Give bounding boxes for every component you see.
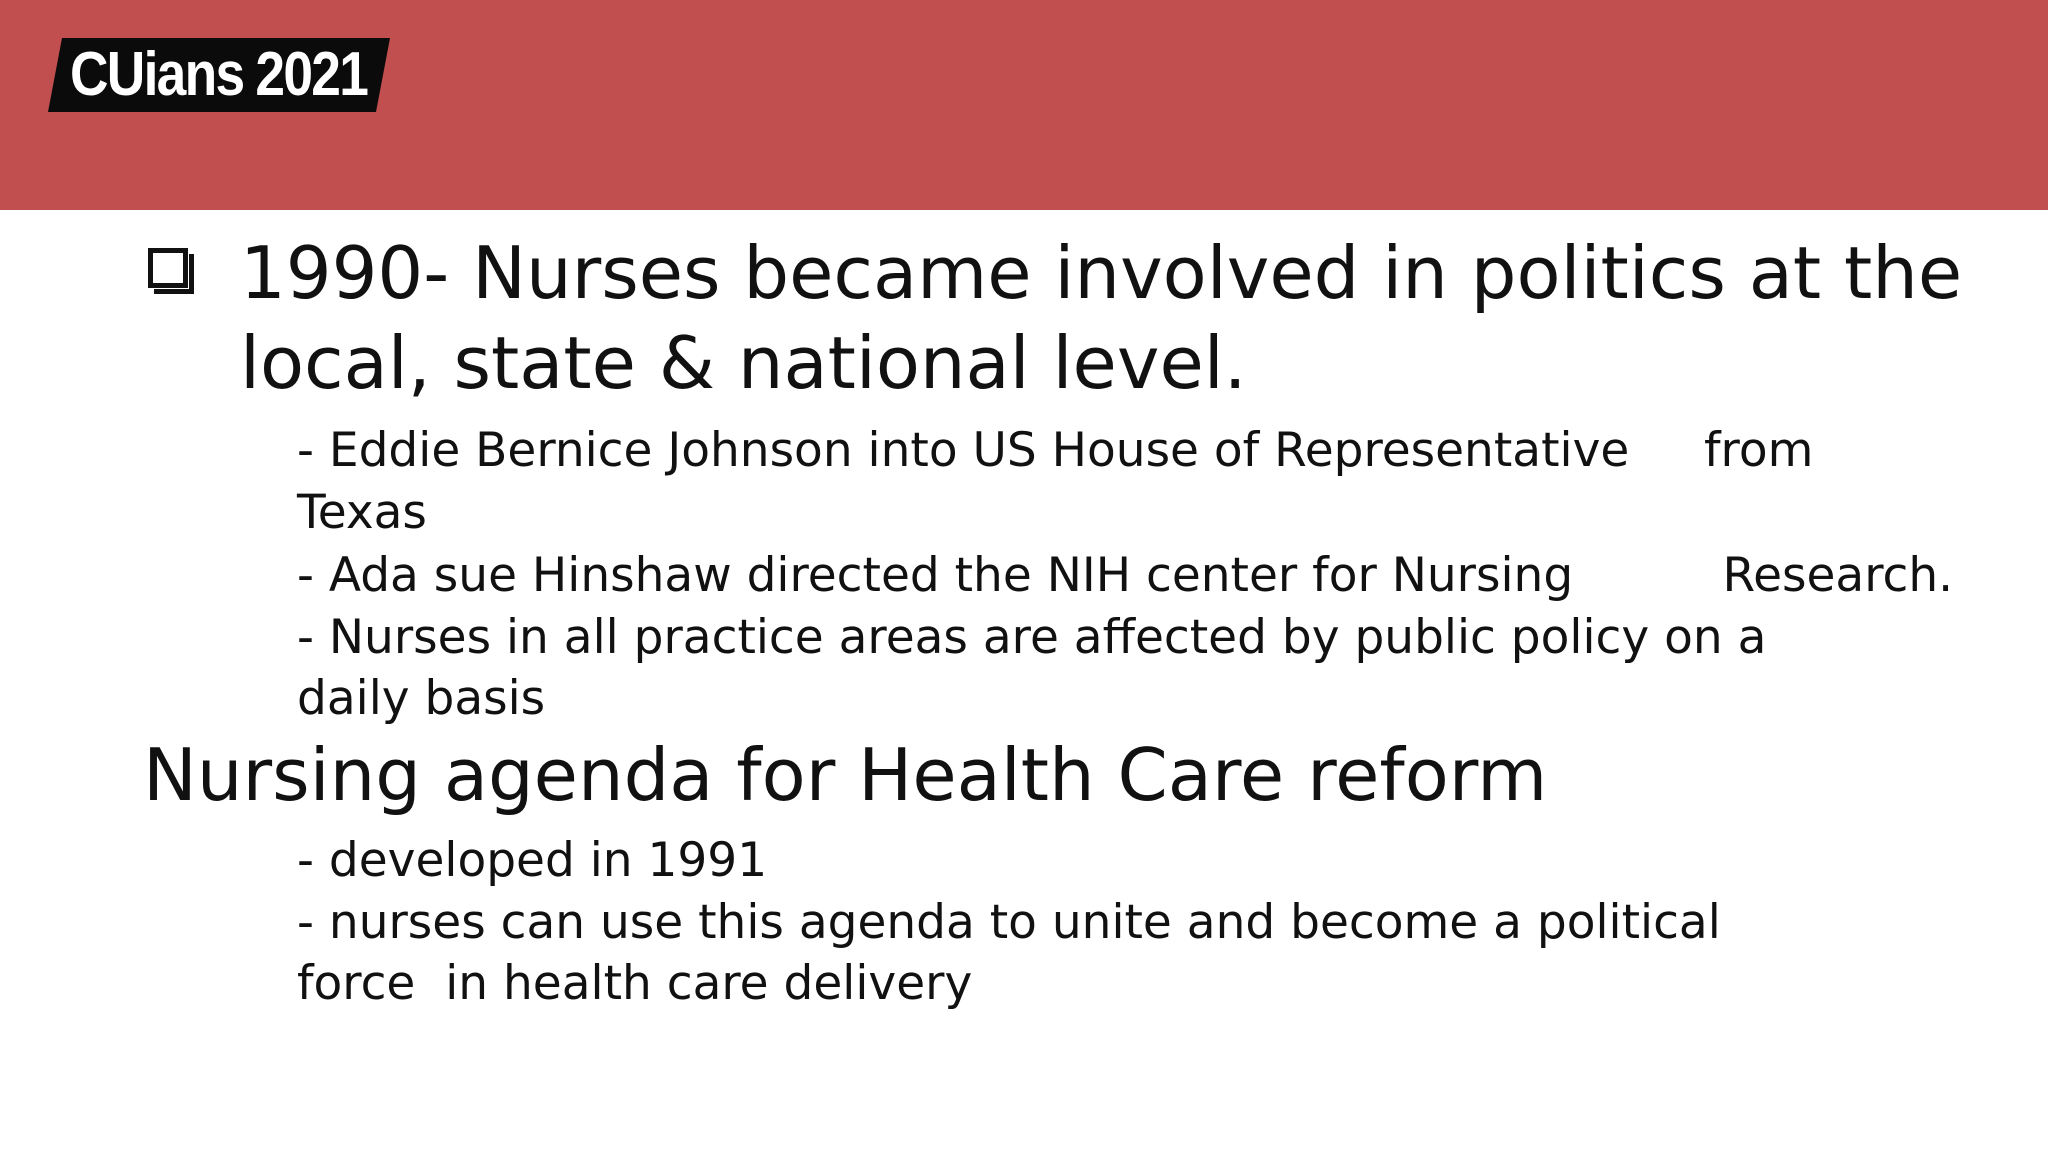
logo-year: 2021 [255,40,368,109]
section2-item: - nurses can use this agenda to unite and become a political [297,895,1721,950]
header-bar [0,0,2048,210]
section2-item: force in health care delivery [297,956,973,1011]
checkbox-bullet-icon [148,248,190,290]
section2-title: Nursing agenda for Health Care reform [143,733,1548,817]
logo-text [70,38,367,112]
section1-item: - Nurses in all practice areas are affected by public policy on a [297,610,1767,665]
section1-item: - Eddie Bernice Johnson into US House of Representative from [297,423,1814,478]
section1-item: daily basis [297,671,546,726]
section1-heading-line1: 1990- Nurses became involved in politics at the [240,231,1963,315]
cuians-logo [48,38,400,112]
section1-item: - Ada sue Hinshaw directed the NIH center for Nursing Research. [297,548,1954,603]
logo-name: CUians [70,40,244,109]
section1-heading-line2: local, state & national level. [240,321,1247,405]
section1-item: Texas [297,485,427,540]
section2-item: - developed in 1991 [297,833,768,888]
